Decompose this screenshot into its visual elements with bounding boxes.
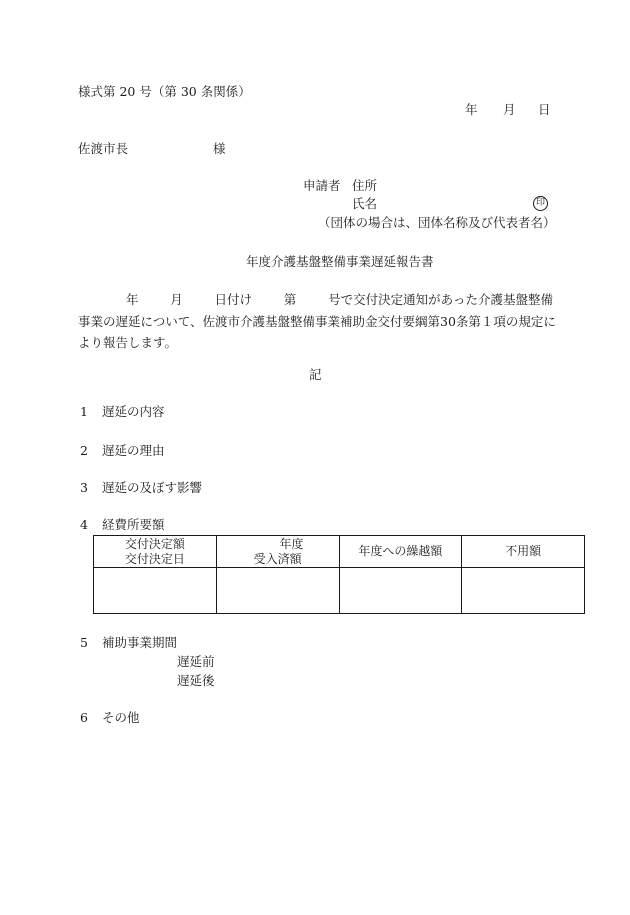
applicant-address-label: 住所 (352, 178, 378, 193)
item-number: 5 (80, 635, 88, 650)
item-number: 3 (80, 480, 88, 495)
body-line-3: より報告します。 (78, 335, 178, 350)
item-number: 4 (80, 517, 88, 532)
expense-table (93, 535, 585, 614)
body-year: 年 (126, 292, 139, 307)
header-col-unused: 不用額 (462, 536, 585, 568)
applicant-name-label: 氏名 (352, 196, 378, 211)
body-paragraph (78, 289, 556, 354)
body-date-suffix: 日付け (214, 292, 253, 307)
item-number: 2 (80, 443, 88, 458)
header-col-received: 年度 受入済額 (216, 536, 339, 568)
period-after: 遅延後 (177, 673, 215, 688)
item-label: 遅延の理由 (102, 443, 165, 458)
addressee-honorific: 様 (213, 141, 226, 156)
applicant-label: 申請者 (303, 178, 341, 193)
document-title: 年度介護基盤整備事業遅延報告書 (246, 254, 434, 269)
body-number-prefix: 第 (283, 292, 297, 307)
header-col-carryover: 年度への繰越額 (339, 536, 462, 568)
cell-received[interactable] (216, 568, 339, 614)
cell-carryover[interactable] (339, 568, 462, 614)
header-col-decided: 交付決定額 交付決定日 (94, 536, 217, 568)
body-line-1 (78, 289, 553, 311)
date-month-label: 月 (503, 102, 516, 117)
seal-mark: 印 (533, 196, 548, 211)
ki-heading: 記 (309, 367, 322, 382)
item-number: 6 (80, 710, 88, 725)
body-line-2: 事業の遅延について、佐渡市介護基盤整備事業補助金交付要綱第30条第１項の規定に (78, 313, 556, 329)
body-notice-text: 号で交付決定通知があった介護基盤整備 (328, 292, 553, 307)
form-number: 様式第 20 号（第 30 条関係） (78, 84, 251, 99)
date-day-label: 日 (538, 102, 551, 117)
cell-unused[interactable] (462, 568, 585, 614)
expense-table-header-row (94, 536, 585, 568)
item-number: 1 (80, 404, 88, 419)
date-year-label: 年 (465, 102, 478, 117)
period-before: 遅延前 (177, 654, 215, 669)
item-label: 遅延の及ぼす影響 (102, 480, 203, 495)
item-label: 遅延の内容 (102, 404, 165, 419)
body-month: 月 (170, 292, 183, 307)
item-label: その他 (102, 710, 140, 725)
item-label: 補助事業期間 (102, 635, 178, 650)
item-label: 経費所要額 (102, 517, 165, 532)
addressee-name: 佐渡市長 (78, 141, 129, 156)
applicant-note: （団体の場合は、団体名称及び代表者名） (318, 215, 556, 230)
expense-table-row (94, 568, 585, 614)
cell-decided[interactable] (94, 568, 217, 614)
